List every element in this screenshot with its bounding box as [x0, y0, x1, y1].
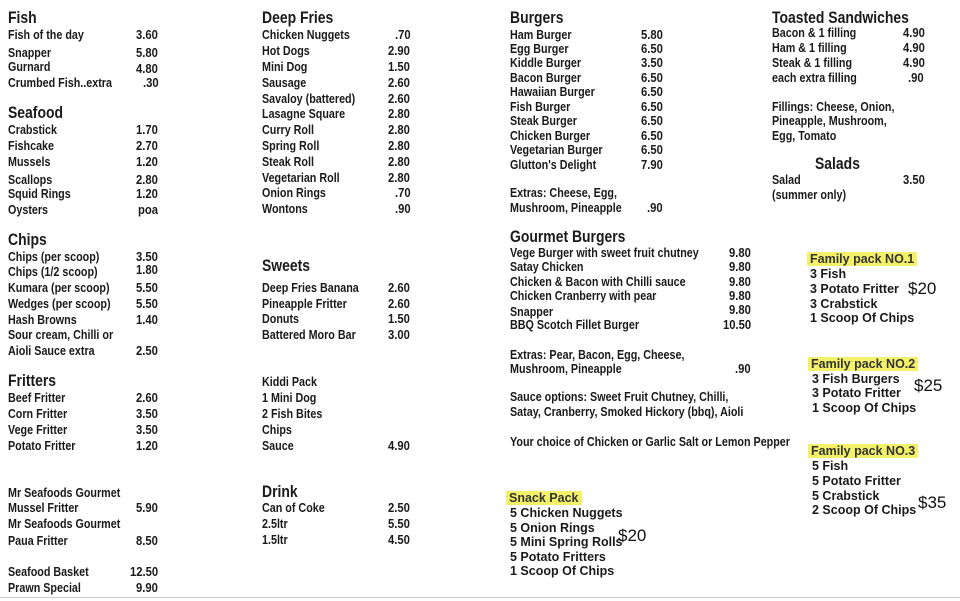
menu-item-price: 9.80	[729, 303, 751, 317]
pack-price: $20	[618, 526, 647, 545]
menu-item-name: Scallops	[8, 173, 53, 187]
menu-item-name: Corn Fritter	[8, 407, 68, 421]
family-pack-title: Family pack NO.1	[807, 252, 917, 266]
kiddi-pack-line: Chips	[262, 423, 292, 437]
menu-item-price: 4.90	[903, 26, 925, 40]
menu-item-price: 2.60	[388, 76, 410, 90]
menu-item-price: 2.90	[388, 44, 410, 58]
pack-line: 5 Mini Spring Rolls	[510, 535, 623, 549]
menu-item-name: Mussel Fritter	[8, 501, 79, 515]
menu-item-name: Paua Fritter	[8, 534, 68, 548]
pack-price: $20	[908, 279, 937, 298]
menu-item-price: 6.50	[641, 100, 663, 114]
menu-item-name: Fishcake	[8, 139, 55, 153]
menu-item-name: Ham & 1 filling	[772, 41, 847, 55]
menu-item-name: Potato Fritter	[8, 439, 76, 453]
family-pack-title: Family pack NO.2	[808, 357, 918, 371]
menu-item-name: Spring Roll	[262, 139, 320, 153]
extras-text: Extras: Pear, Bacon, Egg, Cheese,	[510, 348, 685, 362]
menu-item-name: Chips (per scoop)	[8, 250, 100, 264]
menu-item-name: Hawaiian Burger	[510, 85, 595, 99]
menu-item-name: Ham Burger	[510, 28, 572, 42]
menu-item-price: 6.50	[641, 42, 663, 56]
menu-item-name: Salad	[772, 173, 801, 187]
menu-item-price: 4.90	[388, 439, 410, 453]
kiddi-pack-line: 1 Mini Dog	[262, 391, 317, 405]
menu-item-price: 9.80	[729, 246, 751, 260]
menu-item-price: 3.00	[388, 328, 410, 342]
menu-item-name: Chicken Nuggets	[262, 28, 350, 42]
menu-item-name: Sausage	[262, 76, 307, 90]
pack-line: 1 Scoop Of Chips	[810, 311, 915, 325]
menu-item-price: 1.80	[136, 263, 158, 277]
menu-item-price: 1.50	[388, 60, 410, 74]
menu-item-name: 2.5ltr	[262, 517, 288, 531]
family-pack-title: Family pack NO.3	[808, 444, 918, 458]
menu-item-name: Crumbed Fish..extra	[8, 76, 112, 90]
menu-item-name: Crabstick	[8, 123, 58, 137]
menu-item-name: Aioli Sauce extra	[8, 344, 95, 358]
pack-line: 5 Chicken Nuggets	[510, 506, 623, 520]
snack-pack-title: Snack Pack	[506, 491, 582, 505]
menu-item-price: 3.60	[136, 28, 158, 42]
menu-item-price: 1.40	[136, 313, 158, 327]
menu-item-price: 7.90	[641, 158, 663, 172]
menu-item-name: Mini Dog	[262, 60, 308, 74]
menu-item-name: Kiddle Burger	[510, 56, 582, 70]
pack-line: 5 Fish	[812, 459, 849, 473]
menu-item-name: Savaloy (battered)	[262, 92, 356, 106]
menu-item-name: Vegetarian Roll	[262, 171, 340, 185]
section-title: Deep Fries	[262, 8, 334, 27]
section-title: Chips	[8, 230, 47, 249]
menu-item-price: 3.50	[136, 407, 158, 421]
section-title: Fritters	[8, 371, 57, 390]
menu-item-name: Bacon & 1 filling	[772, 26, 857, 40]
menu-item-price: 2.60	[136, 391, 158, 405]
menu-item-name: Glutton's Delight	[510, 158, 597, 172]
extras-text: Mushroom, Pineapple	[510, 201, 622, 215]
menu-item-name: Vegetarian Burger	[510, 143, 603, 157]
menu-item-name: Wedges (per scoop)	[8, 297, 111, 311]
menu-item-price: 4.50	[388, 533, 410, 547]
fillings-text: Fillings: Cheese, Onion,	[772, 100, 895, 114]
menu-item-name: Fish of the day	[8, 28, 84, 42]
pack-line: 2 Scoop Of Chips	[812, 503, 917, 517]
menu-item-price: .30	[143, 76, 159, 90]
section-title: Sweets	[262, 256, 311, 275]
menu-item-price: 4.80	[136, 62, 158, 76]
menu-item-name: Can of Coke	[262, 501, 325, 515]
section-title: Seafood	[8, 103, 63, 122]
section-title: Gourmet Burgers	[510, 227, 626, 246]
pack-line: 5 Potato Fritters	[510, 550, 606, 564]
menu-item-name: Pineapple Fritter	[262, 297, 347, 311]
menu-item-name: Kumara (per scoop)	[8, 281, 110, 295]
menu-item-price: 2.80	[388, 171, 410, 185]
menu-item-name: Curry Roll	[262, 123, 314, 137]
menu-item-name: Vege Burger with sweet fruit chutney	[510, 246, 699, 260]
menu-item-price: 5.50	[136, 297, 158, 311]
menu-item-price: 3.50	[136, 250, 158, 264]
pack-line: 3 Fish	[810, 267, 847, 281]
menu-item-price: 9.80	[729, 289, 751, 303]
menu-item-name: Chicken Burger	[510, 129, 591, 143]
menu-item-price: 1.70	[136, 123, 158, 137]
menu-item-name: Snapper	[510, 305, 554, 319]
menu-item-price: 3.50	[903, 173, 925, 187]
pack-line: 5 Potato Fritter	[812, 474, 901, 488]
pack-line: 3 Potato Fritter	[812, 386, 901, 400]
menu-item-price: 6.50	[641, 143, 663, 157]
menu-item-price: 9.80	[729, 260, 751, 274]
menu-item-name: Beef Fritter	[8, 391, 66, 405]
menu-item-price: 5.50	[136, 281, 158, 295]
menu-item-price: 2.80	[388, 139, 410, 153]
menu-item-price: 4.90	[903, 41, 925, 55]
menu-item-name: Steak Burger	[510, 114, 577, 128]
menu-item-price: 1.20	[136, 187, 158, 201]
menu-item-name: Oysters	[8, 203, 49, 217]
menu-item-name: Snapper	[8, 46, 52, 60]
pack-line: 1 Scoop Of Chips	[812, 401, 917, 415]
pack-line: 5 Crabstick	[812, 489, 880, 503]
pack-line: 3 Fish Burgers	[812, 372, 900, 386]
menu-item-price: 10.50	[723, 318, 752, 332]
menu-item-price: 2.80	[388, 123, 410, 137]
menu-item-price: .90	[395, 202, 411, 216]
menu-item-price: 6.50	[641, 85, 663, 99]
kiddi-pack-title: Kiddi Pack	[262, 375, 317, 389]
salad-note: (summer only)	[772, 188, 847, 202]
menu-item-name: Battered Moro Bar	[262, 328, 356, 342]
menu-item-name: Donuts	[262, 312, 300, 326]
menu-item-price: 9.90	[136, 581, 158, 595]
menu-item-price: .90	[647, 201, 663, 215]
menu-item-name: Squid Rings	[8, 187, 71, 201]
menu-item-name: each extra filling	[772, 71, 857, 85]
salt-choice-text: Your choice of Chicken or Garlic Salt or Lemon Pepper	[510, 435, 790, 449]
menu-item-name: Mr Seafoods Gourmet	[8, 517, 121, 531]
menu-item-price: 8.50	[136, 534, 158, 548]
fillings-text: Egg, Tomato	[772, 129, 837, 143]
menu-item-name: Satay Chicken	[510, 260, 584, 274]
pack-line: 3 Potato Fritter	[810, 282, 899, 296]
menu-item-name: Chicken & Bacon with Chilli sauce	[510, 275, 686, 289]
extras-text: Extras: Cheese, Egg,	[510, 186, 617, 200]
menu-item-price: 2.80	[136, 173, 158, 187]
menu-item-price: 6.50	[641, 71, 663, 85]
menu-item-price: 9.80	[729, 275, 751, 289]
menu-item-price: 2.50	[136, 344, 158, 358]
menu-item-name: Seafood Basket	[8, 565, 89, 579]
menu-item-price: .90	[735, 362, 751, 376]
sauce-options-text: Satay, Cranberry, Smoked Hickory (bbq), Aioli	[510, 405, 744, 419]
menu-item-price: 4.90	[903, 56, 925, 70]
menu-item-price: 1.50	[388, 312, 410, 326]
pack-price: $35	[918, 493, 947, 512]
menu-item-name: Bacon Burger	[510, 71, 582, 85]
menu-item-name: Chicken Cranberry with pear	[510, 289, 657, 303]
menu-item-name: BBQ Scotch Fillet Burger	[510, 318, 640, 332]
menu-item-price: 2.50	[388, 501, 410, 515]
menu-item-name: 1.5ltr	[262, 533, 288, 547]
menu-item-price: 12.50	[130, 565, 159, 579]
menu-item-price: poa	[138, 203, 159, 217]
menu-item-price: 2.80	[388, 155, 410, 169]
menu-item-name: Hot Dogs	[262, 44, 310, 58]
menu-item-price: 6.50	[641, 114, 663, 128]
fillings-text: Pineapple, Mushroom,	[772, 114, 887, 128]
menu-item-price: 2.60	[388, 92, 410, 106]
section-title: Fish	[8, 8, 37, 27]
menu-item-price: 1.20	[136, 155, 158, 169]
menu-item-price: .90	[908, 71, 924, 85]
pack-line: 1 Scoop Of Chips	[510, 564, 615, 578]
menu-item-name: Wontons	[262, 202, 308, 216]
menu-item-name: Fish Burger	[510, 100, 571, 114]
menu-item-price: .70	[395, 28, 411, 42]
section-title: Drink	[262, 482, 298, 501]
kiddi-pack-line: Sauce	[262, 439, 294, 453]
sauce-options-text: Sauce options: Sweet Fruit Chutney, Chilli,	[510, 390, 729, 404]
menu-item-name: Lasagne Square	[262, 107, 346, 121]
menu-item-price: 5.80	[641, 28, 663, 42]
menu-item-name: Vege Fritter	[8, 423, 68, 437]
menu-item-name: Sour cream, Chilli or	[8, 328, 114, 342]
menu-item-name: Onion Rings	[262, 186, 326, 200]
section-title: Toasted Sandwiches	[772, 8, 909, 27]
section-title: Burgers	[510, 8, 564, 27]
menu-item-name: Hash Browns	[8, 313, 77, 327]
menu-item-price: 2.60	[388, 281, 410, 295]
menu-item-name: Deep Fries Banana	[262, 281, 359, 295]
menu-item-price: 3.50	[641, 56, 663, 70]
menu-item-name: Steak & 1 filling	[772, 56, 853, 70]
pack-line: 5 Onion Rings	[510, 521, 595, 535]
menu-item-price: 3.50	[136, 423, 158, 437]
menu-item-price: .70	[395, 186, 411, 200]
menu-item-price: 1.20	[136, 439, 158, 453]
menu-item-name: Mussels	[8, 155, 51, 169]
kiddi-pack-line: 2 Fish Bites	[262, 407, 323, 421]
menu-item-name: Prawn Special	[8, 581, 81, 595]
menu-item-price: 2.80	[388, 107, 410, 121]
menu-item-price: 2.70	[136, 139, 158, 153]
pack-line: 3 Crabstick	[810, 297, 878, 311]
menu-item-name: Gurnard	[8, 60, 51, 74]
extras-text: Mushroom, Pineapple	[510, 362, 622, 376]
menu-item-name: Chips (1/2 scoop)	[8, 265, 98, 279]
menu-item-name: Steak Roll	[262, 155, 314, 169]
pack-price: $25	[914, 376, 943, 395]
menu-item-name: Egg Burger	[510, 42, 569, 56]
menu-item-price: 2.60	[388, 297, 410, 311]
menu-item-name: Mr Seafoods Gourmet	[8, 486, 121, 500]
menu-item-price: 6.50	[641, 129, 663, 143]
menu-item-price: 5.50	[388, 517, 410, 531]
menu-item-price: 5.90	[136, 501, 158, 515]
section-title: Salads	[815, 154, 860, 173]
bottom-divider	[0, 597, 960, 598]
menu-item-price: 5.80	[136, 46, 158, 60]
